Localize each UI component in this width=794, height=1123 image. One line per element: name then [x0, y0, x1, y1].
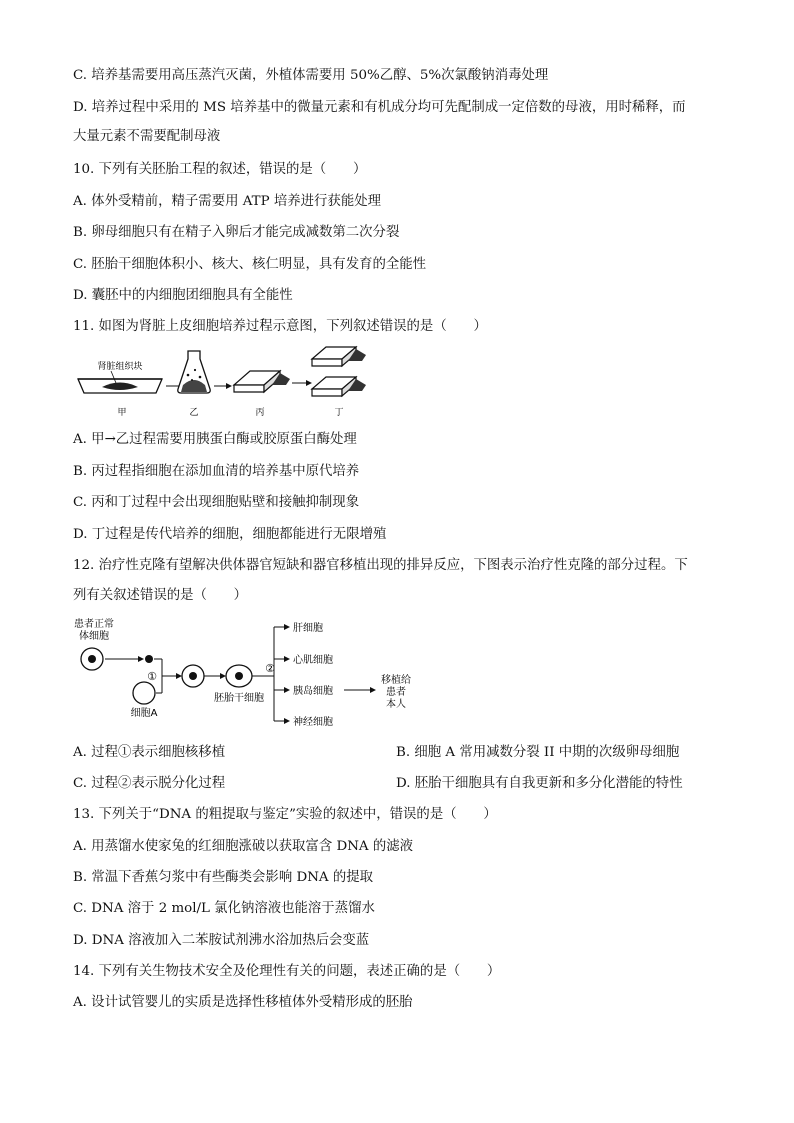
- q10-option-b: B. 卵母细胞只有在精子入卵后才能完成减数第二次分裂: [73, 225, 400, 240]
- q12-stem-line2: 列有关叙述错误的是（ ）: [73, 588, 248, 603]
- q13-option-d: D. DNA 溶液加入二苯胺试剂沸水浴加热后会变蓝: [73, 933, 370, 948]
- subculture-bottle-top: [312, 347, 366, 366]
- cell-a-label: 细胞A: [130, 708, 158, 719]
- tissue-label: 肾脏组织块: [97, 362, 143, 372]
- q12-option-b: B. 细胞 A 常用减数分裂 II 中期的次级卵母细胞: [396, 745, 680, 760]
- islet-cell-label: 胰岛细胞: [293, 686, 333, 697]
- q9-option-c: C. 培养基需要用高压蒸汽灭菌，外植体需要用 50%乙醇、5%次氯酸钠消毒处理: [73, 68, 549, 83]
- transplant-label-1: 移植给: [381, 675, 411, 686]
- label-yi: 乙: [189, 408, 199, 418]
- conical-flask: [178, 351, 210, 393]
- q13-stem: 13. 下列关于“DNA 的粗提取与鉴定”实验的叙述中，错误的是（ ）: [73, 807, 497, 822]
- somatic-cell: [81, 648, 103, 670]
- q10-option-a: A. 体外受精前，精子需要用 ATP 培养进行获能处理: [73, 194, 381, 209]
- q14-stem: 14. 下列有关生物技术安全及伦理性有关的问题，表述正确的是（ ）: [73, 964, 501, 979]
- q10-option-c: C. 胚胎干细胞体积小、核大、核仁明显，具有发育的全能性: [73, 257, 427, 272]
- transplant-label-2: 患者: [386, 687, 406, 698]
- q11-option-c: C. 丙和丁过程中会出现细胞贴壁和接触抑制现象: [73, 495, 360, 510]
- step1-label: ①: [147, 670, 157, 683]
- patient-label-1: 患者正常: [74, 619, 114, 630]
- q11-stem: 11. 如图为肾脏上皮细胞培养过程示意图，下列叙述错误的是（ ）: [73, 319, 487, 334]
- q12-option-a: A. 过程①表示细胞核移植: [73, 745, 226, 760]
- q11-option-b: B. 丙过程指细胞在添加血清的培养基中原代培养: [73, 464, 360, 479]
- liver-cell-label: 肝细胞: [293, 623, 323, 634]
- label-jia: 甲: [117, 408, 127, 418]
- q12-option-c: C. 过程②表示脱分化过程: [73, 776, 226, 791]
- subculture-bottle-bottom: [312, 377, 366, 396]
- q11-option-d: D. 丁过程是传代培养的细胞，细胞都能进行无限增殖: [73, 527, 387, 542]
- q9-option-d-line2: 大量元素不需要配制母液: [73, 129, 221, 144]
- cell-a: [133, 682, 155, 704]
- q12-option-d: D. 胚胎干细胞具有自我更新和多分化潜能的特性: [396, 776, 683, 791]
- esc-label: 胚胎干细胞: [214, 693, 264, 704]
- q13-option-c: C. DNA 溶于 2 mol/L 氯化钠溶液也能溶于蒸馏水: [73, 901, 375, 916]
- embryonic-stem-cell: [226, 665, 252, 687]
- therapeutic-cloning-figure: [74, 616, 434, 734]
- q11-option-a: A. 甲→乙过程需要用胰蛋白酶或胶原蛋白酶处理: [73, 432, 357, 447]
- q13-option-a: A. 用蒸馏水使家兔的红细胞涨破以获取富含 DNA 的滤液: [73, 839, 414, 854]
- nucleus: [145, 655, 153, 663]
- q12-stem-line1: 12. 治疗性克隆有望解决供体器官短缺和器官移植出现的排异反应，下图表示治疗性克隆的部分过程。下: [73, 558, 688, 573]
- label-bing: 丙: [255, 408, 265, 418]
- tissue-dish: [78, 371, 162, 393]
- q13-option-b: B. 常温下香蕉匀浆中有些酶类会影响 DNA 的提取: [73, 870, 374, 885]
- q9-option-d-line1: D. 培养过程中采用的 MS 培养基中的微量元素和有机成分均可先配制成一定倍数的母液，用时稀释，而: [73, 100, 686, 115]
- cell-culture-figure: [76, 345, 376, 423]
- q10-stem: 10. 下列有关胚胎工程的叙述，错误的是（ ）: [73, 162, 367, 177]
- culture-bottle: [234, 371, 290, 392]
- patient-label-2: 体细胞: [79, 631, 109, 642]
- q10-option-d: D. 囊胚中的内细胞团细胞具有全能性: [73, 288, 293, 303]
- q14-option-a: A. 设计试管婴儿的实质是选择性移植体外受精形成的胚胎: [73, 995, 413, 1010]
- transplant-label-3: 本人: [386, 699, 406, 710]
- heart-cell-label: 心肌细胞: [293, 655, 333, 666]
- reconstructed-cell: [182, 665, 204, 687]
- label-ding: 丁: [334, 408, 344, 418]
- step2-label: ②: [265, 662, 275, 675]
- nerve-cell-label: 神经细胞: [293, 717, 333, 728]
